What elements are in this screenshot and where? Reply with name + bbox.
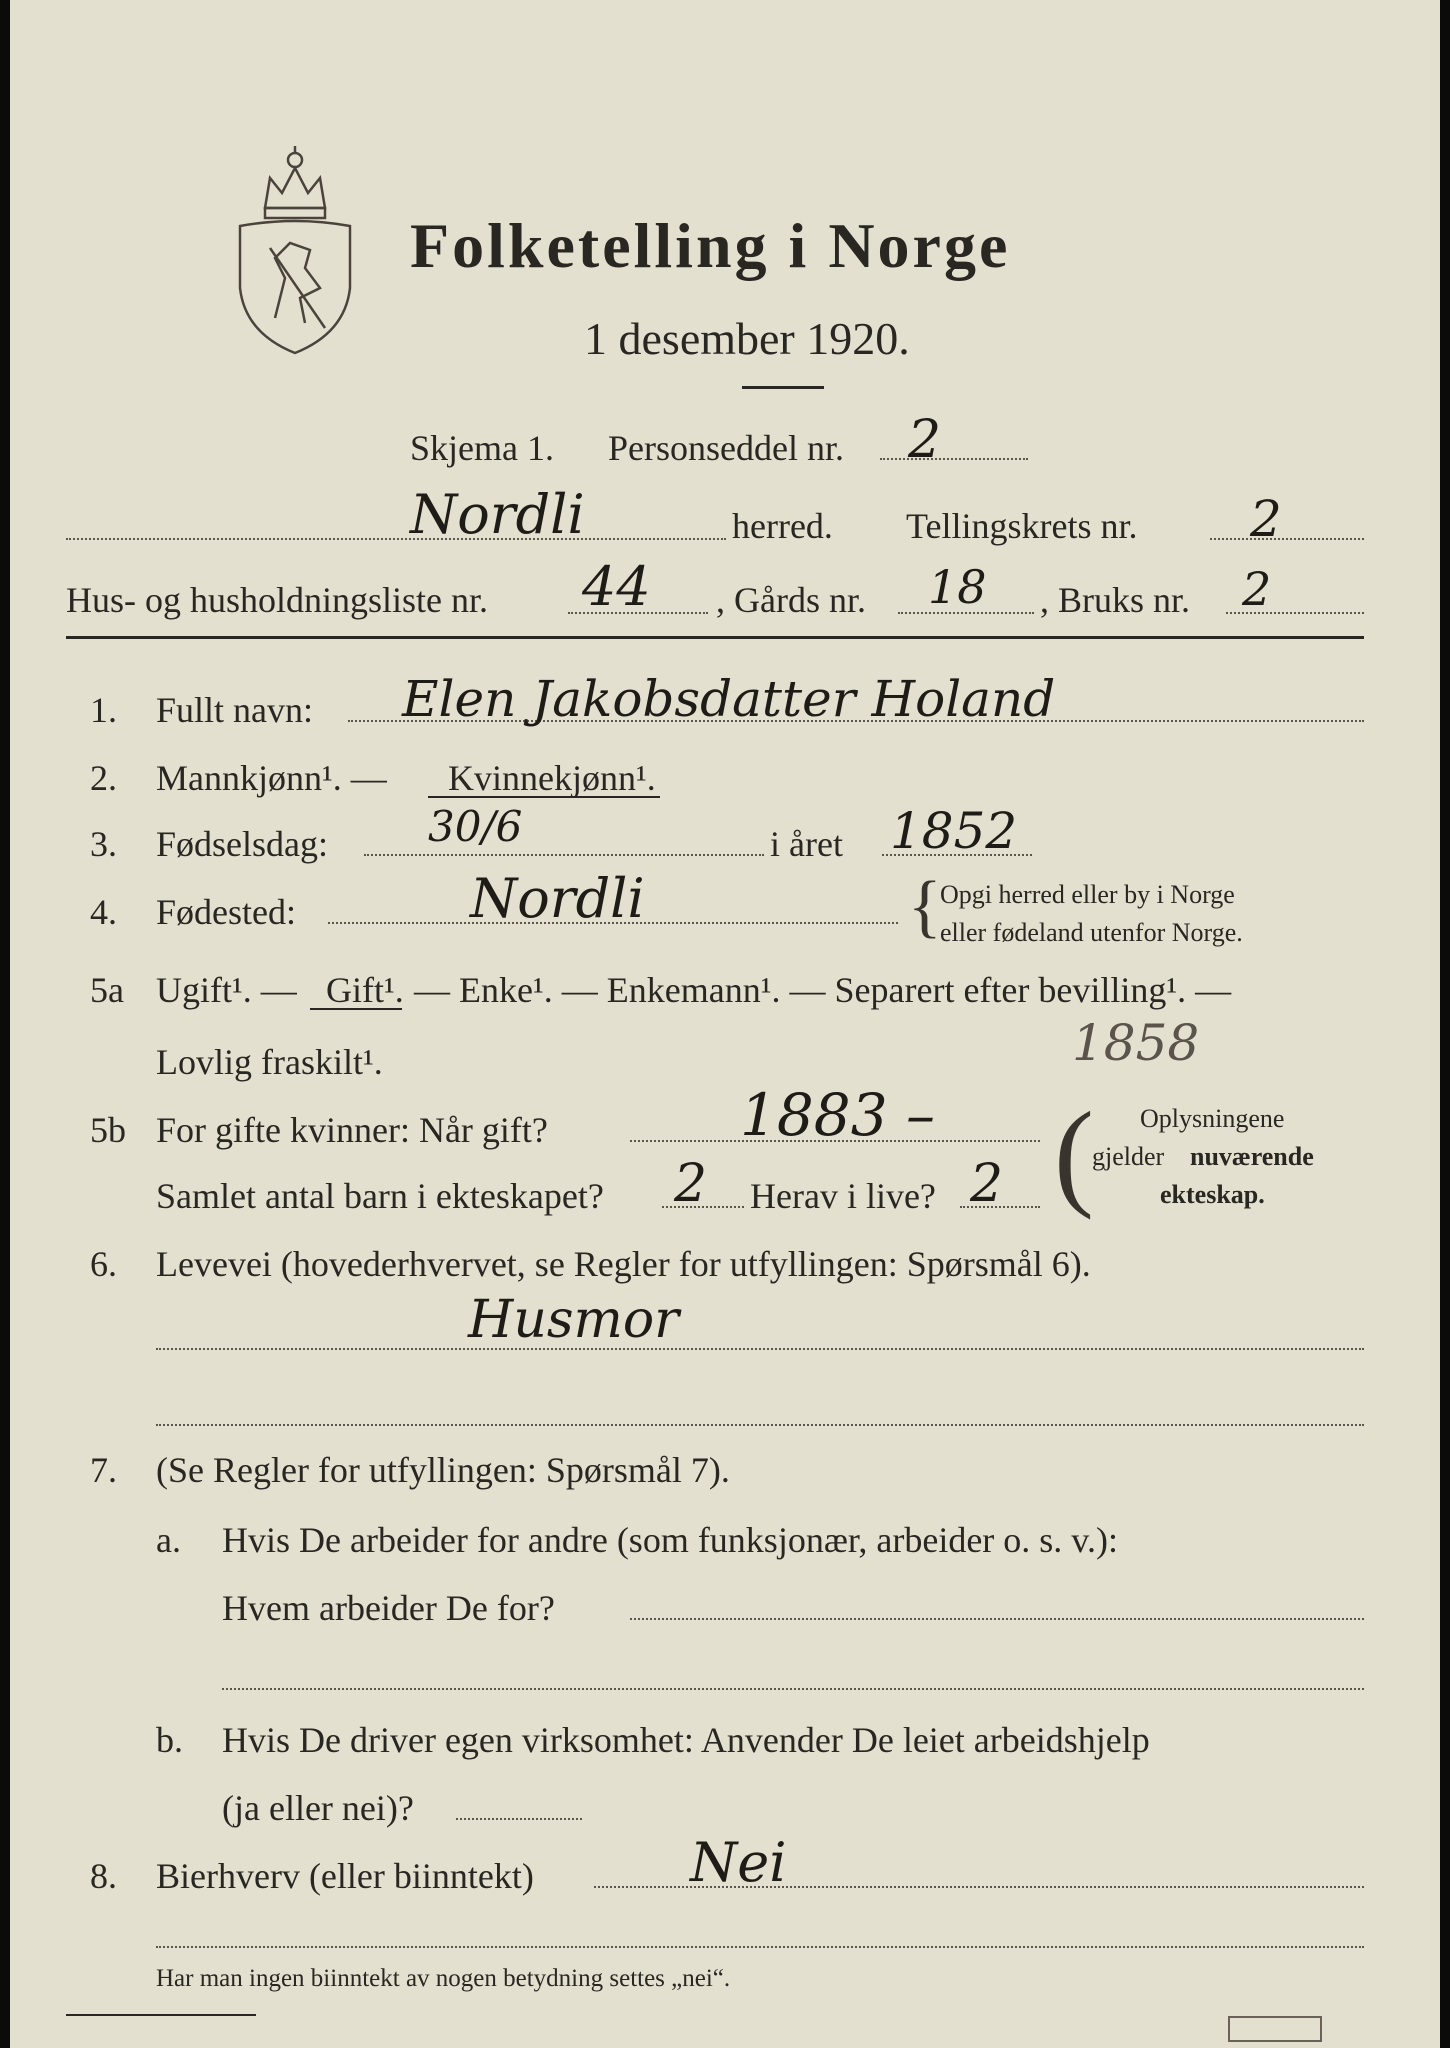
margin-note-year: 1858	[1072, 1014, 1200, 1072]
census-form-sheet	[10, 0, 1440, 2048]
q5b-label-alive: Herav i live?	[750, 1176, 936, 1216]
q7a-label: Hvis De arbeider for andre (som funksjonær, arbeider o. s. v.):	[222, 1520, 1118, 1560]
form-title: Folketelling i Norge	[410, 210, 1011, 281]
q7b-question: (ja eller nei)?	[222, 1788, 414, 1828]
q7a-question: Hvem arbeider De for?	[222, 1588, 555, 1628]
q5b-note-brace: (	[1054, 1087, 1094, 1220]
q7b-label: Hvis De driver egen virksomhet: Anvender De leiet arbeidshjelp	[222, 1720, 1150, 1760]
q4-label: Fødested:	[156, 892, 296, 932]
q8-label: Bierhverv (eller biinntekt)	[156, 1856, 534, 1896]
herred-value: Nordli	[410, 483, 585, 546]
bruks-label: , Bruks nr.	[1040, 580, 1191, 620]
q7b-letter: b.	[156, 1720, 183, 1760]
q5b-note-line1: Oplysningene	[1140, 1104, 1285, 1133]
q6-number: 6.	[90, 1244, 117, 1284]
occupation-field-line1[interactable]	[156, 1348, 1364, 1350]
q5b-label-married: For gifte kvinner: Når gift?	[156, 1110, 548, 1150]
q5b-label-children: Samlet antal barn i ekteskapet?	[156, 1176, 604, 1216]
bruks-value: 2	[1242, 562, 1272, 616]
birthday-value: 30/6	[428, 802, 523, 851]
birth-year-value: 1852	[890, 802, 1018, 860]
employer-field-line1[interactable]	[630, 1618, 1364, 1620]
gift-underline	[310, 1008, 402, 1010]
q5b-number: 5b	[90, 1110, 126, 1150]
q7a-letter: a.	[156, 1520, 181, 1560]
q4-note-line2: eller fødeland utenfor Norge.	[940, 918, 1243, 947]
occupation-field-line2[interactable]	[156, 1424, 1364, 1426]
q6-label: Levevei (hovederhvervet, se Regler for utfyllingen: Spørsmål 6).	[156, 1244, 1091, 1284]
footer-note: Har man ingen biinntekt av nogen betydning settes „nei“.	[156, 1965, 731, 1992]
mannkjonn-option[interactable]: Mannkjønn¹. —	[156, 758, 387, 798]
kvinnekjonn-option[interactable]: Kvinnekjønn¹.	[448, 758, 656, 798]
q1-number: 1.	[90, 690, 117, 730]
employer-field-line2[interactable]	[222, 1688, 1364, 1690]
hus-label: Hus- og husholdningsliste nr.	[66, 580, 489, 620]
gards-value: 18	[928, 560, 987, 614]
gift-option[interactable]: Gift¹.	[326, 970, 404, 1010]
q8-number: 8.	[90, 1856, 117, 1896]
kvinnekjonn-underline	[428, 796, 660, 798]
gards-label: , Gårds nr.	[716, 580, 866, 620]
side-income-field-line2[interactable]	[156, 1946, 1364, 1948]
hired-help-field[interactable]	[456, 1818, 582, 1820]
personseddel-value: 2	[908, 410, 942, 470]
printer-mark	[1228, 2016, 1322, 2042]
lovlig-fraskilt-option[interactable]: Lovlig fraskilt¹.	[156, 1042, 383, 1082]
personseddel-label: Personseddel nr.	[608, 428, 844, 468]
q7-label: (Se Regler for utfyllingen: Spørsmål 7).	[156, 1450, 730, 1490]
q3-label: Fødselsdag:	[156, 824, 329, 864]
occupation-value: Husmor	[468, 1290, 679, 1350]
q4-number: 4.	[90, 892, 117, 932]
q2-number: 2.	[90, 758, 117, 798]
hus-value: 44	[582, 555, 651, 618]
full-name-value: Elen Jakobsdatter Holand	[402, 670, 1056, 728]
birthday-field[interactable]	[364, 854, 764, 856]
herred-label: herred.	[732, 506, 833, 546]
tellingskrets-value: 2	[1250, 490, 1282, 548]
marriage-year-value: 1883 –	[740, 1081, 936, 1149]
children-alive-value: 2	[970, 1154, 1004, 1214]
q5a-number: 5a	[90, 970, 124, 1010]
q1-label: Fullt navn:	[156, 690, 314, 730]
q5b-note-line2b: nuværende	[1190, 1142, 1314, 1171]
q7-number: 7.	[90, 1450, 117, 1490]
q3-number: 3.	[90, 824, 117, 864]
q5b-note-line3: ekteskap.	[1160, 1180, 1265, 1209]
census-date: 1 desember 1920.	[584, 313, 910, 364]
tellingskrets-field[interactable]	[1210, 538, 1364, 540]
q4-note-line1: Opgi herred eller by i Norge	[940, 880, 1235, 909]
tellingskrets-label: Tellingskrets nr.	[906, 506, 1138, 546]
birth-year-label: i året	[770, 824, 843, 864]
q4-note-brace: {	[908, 868, 942, 945]
birthplace-value: Nordli	[470, 867, 645, 930]
civil-status-options[interactable]: — Enke¹. — Enkemann¹. — Separert efter bevilling¹. —	[414, 970, 1232, 1010]
personseddel-field[interactable]	[880, 458, 1028, 460]
children-total-value: 2	[674, 1154, 708, 1214]
skjema-label: Skjema 1.	[410, 428, 554, 468]
ugift-option[interactable]: Ugift¹. —	[156, 970, 297, 1010]
herred-field[interactable]	[66, 538, 726, 540]
header-divider	[66, 636, 1364, 639]
footnote-rule	[66, 2014, 256, 2016]
side-income-value: Nei	[690, 1831, 787, 1894]
norwegian-coat-of-arms-icon	[230, 138, 360, 356]
q5b-note-line2a: gjelder	[1092, 1142, 1165, 1171]
title-divider	[742, 386, 824, 389]
